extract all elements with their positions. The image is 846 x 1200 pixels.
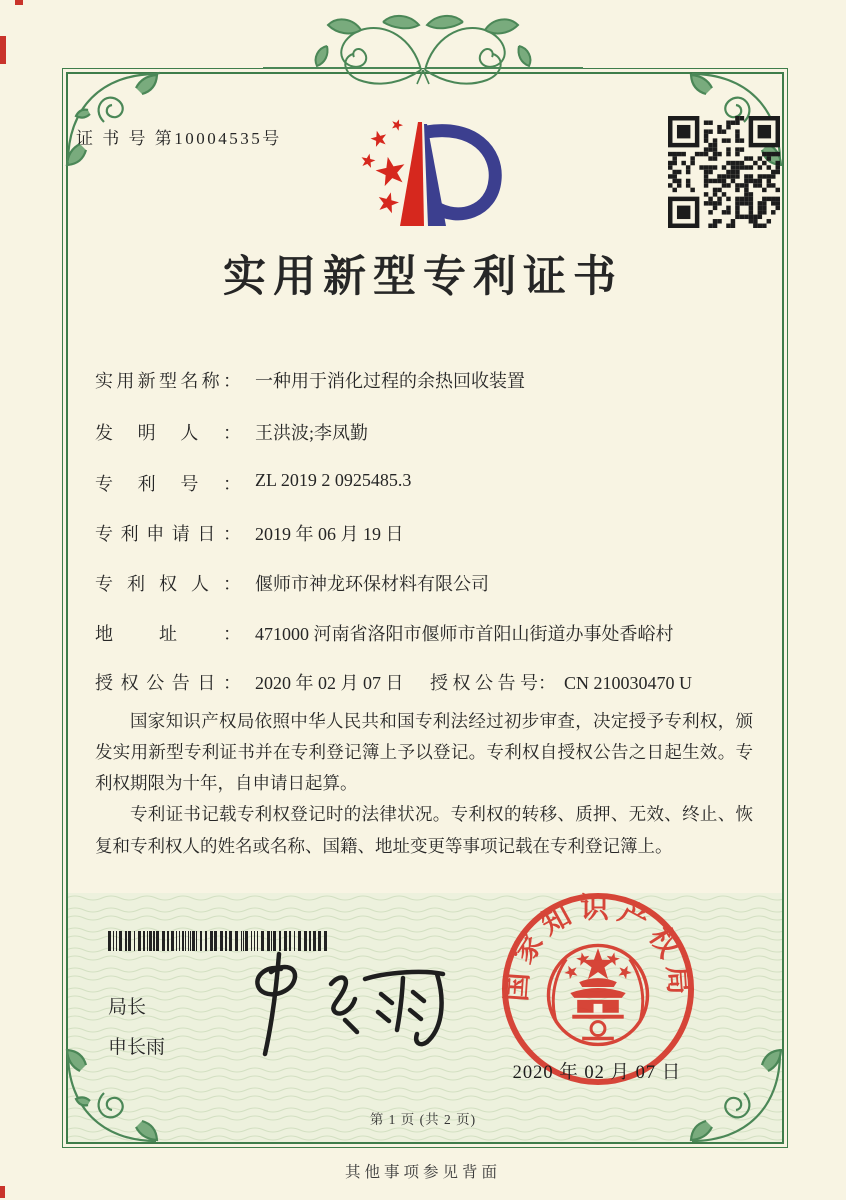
seal-date: 2020 年 02 月 07 日: [512, 1063, 682, 1083]
field-row-patentee: [95, 570, 755, 596]
field-row-invention-name: [95, 367, 755, 393]
field-row-grant: [95, 669, 755, 695]
qr-code: [668, 116, 780, 228]
officer-block: [108, 988, 165, 1068]
grant-number-group: [430, 669, 692, 695]
legal-paragraph: 国家知识产权局依照中华人民共和国专利法经过初步审查，决定授予专利权，颁发实用新型专利证书并在专利登记簿上予以登记。专利权自授权公告之日起生效。专利权期限为十年，自申请日起算。: [95, 711, 753, 794]
field-value: 王洪波;李凤勤: [255, 423, 369, 443]
field-label: 授 权 公 告 号：: [430, 673, 556, 693]
field-label: 专利号：: [95, 474, 241, 494]
corner-flourish-icon: [64, 70, 160, 166]
field-label: 专利权人：: [95, 574, 241, 594]
field-label: 实用新型名称：: [95, 371, 241, 391]
scan-artifact: [15, 0, 23, 5]
field-value: 一种用于消化过程的余热回收装置: [255, 371, 525, 391]
signature: [225, 948, 465, 1063]
field-value: 2019 年 06 月 19 日: [255, 524, 404, 544]
page-number: 第 1 页 (共 2 页): [369, 1112, 477, 1127]
top-flourish-icon: [263, 6, 583, 98]
field-value: 471000 河南省洛阳市偃师市首阳山街道办事处香峪村: [255, 624, 674, 644]
legal-text: [95, 706, 753, 862]
certificate-number: 证 书 号 第10004535号: [76, 129, 282, 148]
field-label: 授权公告日：: [95, 673, 241, 693]
national-emblem-icon: [549, 945, 648, 1044]
field-value: 偃师市神龙环保材料有限公司: [255, 574, 489, 594]
field-row-patent-number: [95, 470, 755, 496]
legal-paragraph: 专利证书记载专利权登记时的法律状况。专利权的转移、质押、无效、终止、恢复和专利权人的姓名或名称、国籍、地址变更等事项记载在专利登记簿上。: [95, 804, 753, 856]
scan-artifact: [0, 1186, 5, 1198]
field-value: 2020 年 02 月 07 日: [255, 673, 404, 693]
officer-title: 局长: [108, 997, 147, 1018]
back-side-note: 其他事项参见背面: [344, 1164, 501, 1181]
field-value: ZL 2019 2 0925485.3: [255, 470, 412, 490]
field-row-address: [95, 620, 755, 646]
officer-name: 申长雨: [108, 1036, 166, 1058]
page-title: 实用新型专利证书: [223, 254, 623, 301]
field-row-filing-date: [95, 520, 755, 546]
field-label: 专利申请日：: [95, 524, 241, 544]
field-label: 地址：: [95, 624, 241, 644]
corner-flourish-icon: [688, 1049, 784, 1145]
seal-ring-text: 国家知识产权局: [500, 892, 696, 1003]
field-row-inventor: [95, 419, 755, 445]
scan-artifact: [0, 36, 6, 64]
cnipa-logo-icon: [338, 108, 518, 238]
field-value: CN 210030470 U: [564, 673, 693, 693]
field-label: 发明人：: [95, 423, 241, 443]
